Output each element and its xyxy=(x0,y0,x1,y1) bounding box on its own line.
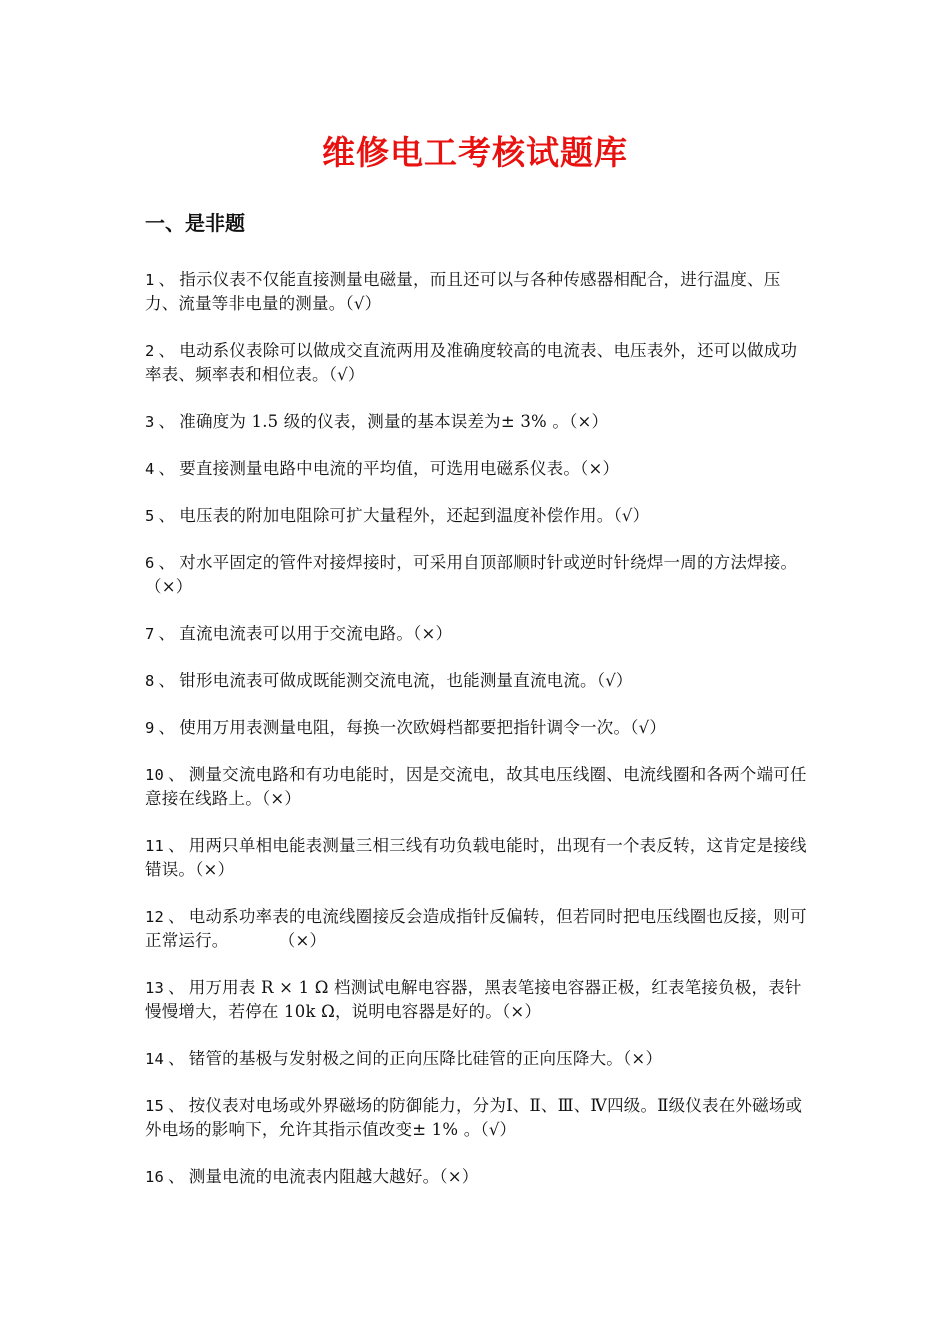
question-separator: 、 xyxy=(158,671,176,690)
question-text: 指示仪表不仅能直接测量电磁量，而且还可以与各种传感器相配合，进行温度、压力、流量等非电量的测量。（√） xyxy=(145,270,781,313)
question-item xyxy=(145,551,810,599)
question-number: 16 xyxy=(145,1168,165,1186)
question-number: 5 xyxy=(145,507,155,525)
question-number: 2 xyxy=(145,342,155,360)
question-text: 对水平固定的管件对接焊接时，可采用自顶部顺时针或逆时针绕焊一周的方法焊接。（×） xyxy=(145,553,798,596)
question-text: 钳形电流表可做成既能测交流电流，也能测量直流电流。（√） xyxy=(179,671,633,690)
question-text: 准确度为 1.5 级的仪表，测量的基本误差为± 3% 。（×） xyxy=(179,412,609,431)
question-number: 12 xyxy=(145,908,165,926)
question-item xyxy=(145,504,810,528)
question-separator: 、 xyxy=(168,836,185,855)
question-text: 电动系功率表的电流线圈接反会造成指针反偏转，但若同时把电压线圈也反接，则可正常运行。 （×） xyxy=(145,907,807,950)
question-separator: 、 xyxy=(158,270,176,289)
question-text: 直流电流表可以用于交流电路。（×） xyxy=(179,624,453,643)
question-number: 3 xyxy=(145,413,155,431)
question-item xyxy=(145,339,810,387)
question-item xyxy=(145,1047,810,1071)
question-item xyxy=(145,1094,810,1142)
question-number: 9 xyxy=(145,719,155,737)
question-number: 1 xyxy=(145,271,155,289)
section-heading: 一、是非题 xyxy=(145,211,245,235)
question-number: 10 xyxy=(145,766,165,784)
question-separator: 、 xyxy=(168,1049,185,1068)
question-number: 14 xyxy=(145,1050,165,1068)
question-number: 15 xyxy=(145,1097,165,1115)
question-item xyxy=(145,905,810,953)
question-text: 测量电流的电流表内阻越大越好。（×） xyxy=(188,1167,479,1186)
question-separator: 、 xyxy=(158,553,176,572)
question-text: 锗管的基极与发射极之间的正向压降比硅管的正向压降大。（×） xyxy=(188,1049,663,1068)
question-separator: 、 xyxy=(168,978,185,997)
question-item xyxy=(145,763,810,811)
question-number: 6 xyxy=(145,554,155,572)
question-separator: 、 xyxy=(168,1167,185,1186)
question-text: 电动系仪表除可以做成交直流两用及准确度较高的电流表、电压表外，还可以做成功率表、频率表和相位表。（√） xyxy=(145,341,798,384)
document-title: 维修电工考核试题库 xyxy=(322,133,628,172)
question-number: 4 xyxy=(145,460,155,478)
question-separator: 、 xyxy=(158,412,176,431)
question-text: 要直接测量电路中电流的平均值，可选用电磁系仪表。（×） xyxy=(179,459,620,478)
question-separator: 、 xyxy=(158,459,176,478)
question-text: 用万用表 R × 1 Ω 档测试电解电容器，黑表笔接电容器正极，红表笔接负极，表针慢慢增大，若停在 10k Ω，说明电容器是好的。（×） xyxy=(145,978,802,1021)
question-number: 13 xyxy=(145,979,165,997)
question-list xyxy=(145,268,810,1212)
question-item xyxy=(145,669,810,693)
question-item xyxy=(145,268,810,316)
question-number: 8 xyxy=(145,672,155,690)
question-item xyxy=(145,716,810,740)
question-number: 7 xyxy=(145,625,155,643)
question-separator: 、 xyxy=(158,506,176,525)
question-item xyxy=(145,1165,810,1189)
question-number: 11 xyxy=(145,837,165,855)
question-separator: 、 xyxy=(158,341,176,360)
question-separator: 、 xyxy=(158,624,176,643)
question-text: 用两只单相电能表测量三相三线有功负载电能时，出现有一个表反转，这肯定是接线错误。（×） xyxy=(145,836,807,879)
question-separator: 、 xyxy=(168,1096,185,1115)
question-item xyxy=(145,834,810,882)
question-text: 电压表的附加电阻除可扩大量程外，还起到温度补偿作用。（√） xyxy=(179,506,650,525)
question-item xyxy=(145,410,810,434)
question-text: 使用万用表测量电阻，每换一次欧姆档都要把指针调令一次。（√） xyxy=(179,718,667,737)
question-item xyxy=(145,622,810,646)
question-separator: 、 xyxy=(168,907,185,926)
question-separator: 、 xyxy=(168,765,185,784)
question-item xyxy=(145,457,810,481)
question-separator: 、 xyxy=(158,718,176,737)
question-item xyxy=(145,976,810,1024)
question-text: 按仪表对电场或外界磁场的防御能力，分为Ⅰ、Ⅱ、Ⅲ、Ⅳ四级。Ⅱ级仪表在外磁场或外电场的影响下，允许其指示值改变± 1% 。（√） xyxy=(145,1096,803,1139)
question-text: 测量交流电路和有功电能时，因是交流电，故其电压线圈、电流线圈和各两个端可任意接在线路上。（×） xyxy=(145,765,807,808)
